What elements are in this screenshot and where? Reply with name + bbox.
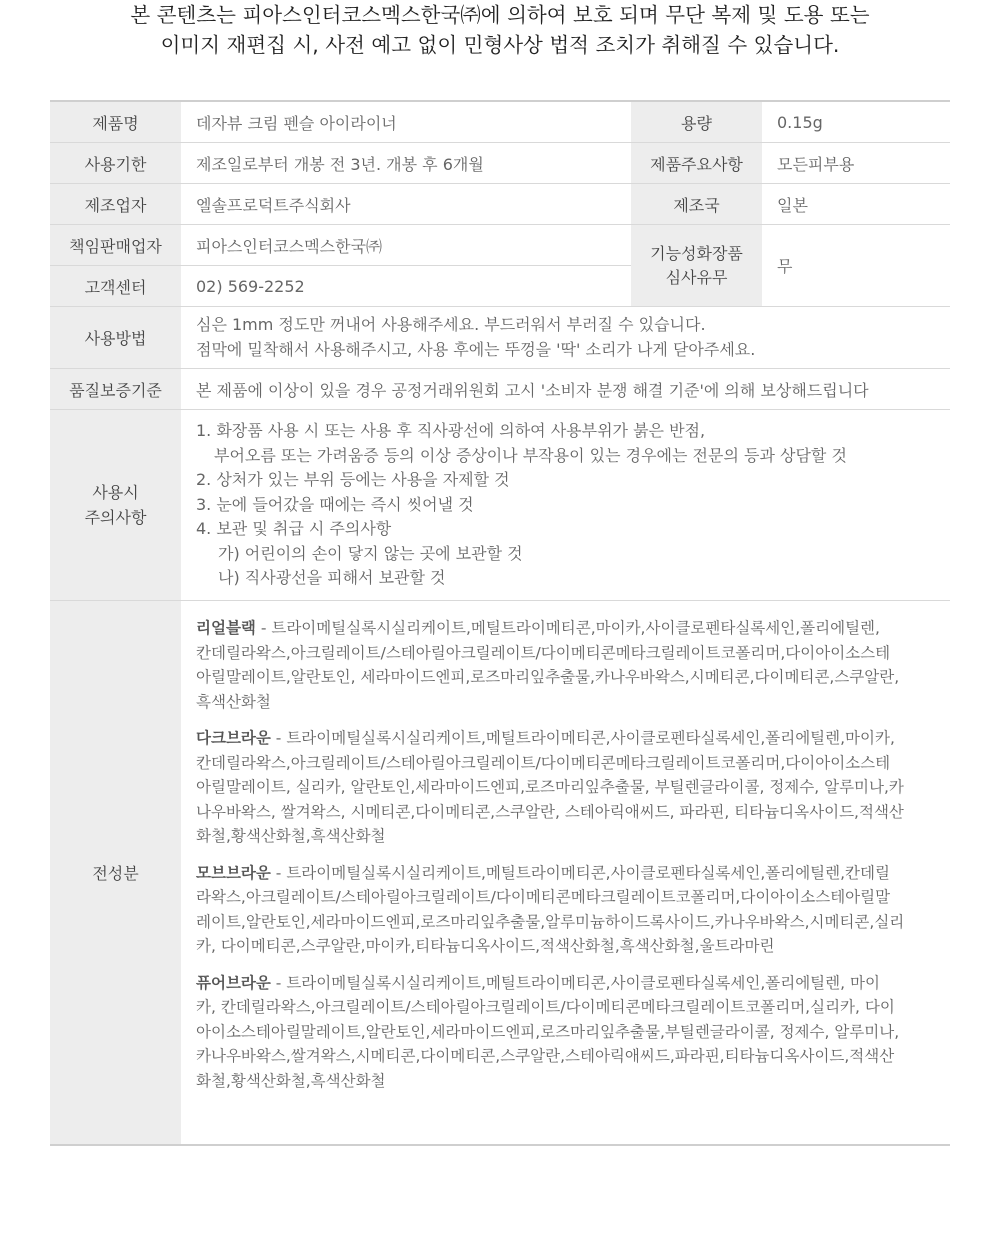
ingredient-text: - 트라이메틸실록시실리케이트,메틸트라이메티콘,사이클로펜타실록세인,폴리에틸렌,마이카, bbox=[270, 729, 895, 747]
caution-value bbox=[181, 410, 950, 601]
ingredient-line: 칸데릴라왁스,아크릴레이트/스테아릴아크릴레이트/다이메티콘메타크릴레이트코폴리머,다이아이소스테 bbox=[196, 753, 891, 772]
table-row bbox=[50, 601, 950, 1146]
ingredient-group-pure-brown bbox=[196, 971, 950, 1094]
ingredient-line: 화철,황색산화철,흑색산화철 bbox=[196, 827, 386, 845]
ingredient-line: 칸데릴라왁스,아크릴레이트/스테아릴아크릴레이트/다이메티콘메타크릴레이트코폴리머,다이아이소스테 bbox=[196, 643, 891, 662]
ingredient-line: 흑색산화철 bbox=[196, 692, 271, 711]
seller-label: 책임판매업자 bbox=[50, 225, 181, 266]
quality-value: 본 제품에 이상이 있을 경우 공정거래위원회 고시 '소비자 분쟁 해결 기준'에 의해 보상해드립니다 bbox=[181, 369, 950, 410]
table-row bbox=[50, 143, 950, 184]
table-row bbox=[50, 369, 950, 410]
product-info-table bbox=[50, 100, 950, 1146]
caution-line: 나) 직사광선을 피해서 보관할 것 bbox=[218, 568, 446, 588]
skin-type-label: 제품주요사항 bbox=[631, 143, 762, 184]
cs-label: 고객센터 bbox=[50, 266, 181, 307]
capacity-value: 0.15g bbox=[762, 101, 950, 143]
ingredient-group-dark-brown bbox=[196, 726, 950, 849]
caution-label-line-1: 사용시 bbox=[92, 483, 139, 502]
caution-line: 1. 화장품 사용 시 또는 사용 후 직사광선에 의하여 사용부위가 붉은 반점, bbox=[196, 421, 706, 441]
caution-line: 4. 보관 및 취급 시 주의사항 bbox=[196, 519, 392, 539]
ingredients-value bbox=[181, 601, 950, 1146]
caution-line: 2. 상처가 있는 부위 등에는 사용을 자제할 것 bbox=[196, 470, 510, 490]
ingredient-text: - 트라이메틸실록시실리케이트,메틸트라이메티콘,사이클로펜타실록세인,폴리에틸렌, 마이 bbox=[270, 973, 880, 992]
cs-value: 02) 569-2252 bbox=[181, 266, 631, 307]
ingredient-group-name: 퓨어브라운 bbox=[196, 973, 271, 992]
copyright-notice bbox=[0, 0, 1000, 60]
ingredient-group-name: 다크브라운 bbox=[196, 729, 271, 747]
usage-line: 점막에 밀착해서 사용해주시고, 사용 후에는 뚜껑을 '딱' 소리가 나게 닫아주세요. bbox=[196, 339, 756, 359]
country-label: 제조국 bbox=[631, 184, 762, 225]
product-name-label: 제품명 bbox=[50, 101, 181, 143]
product-name-value: 데자뷰 크림 펜슬 아이라이너 bbox=[181, 101, 631, 143]
caution-line: 3. 눈에 들어갔을 때에는 즉시 씻어낼 것 bbox=[196, 494, 474, 514]
caution-line: 부어오름 또는 가려움증 등의 이상 증상이나 부작용이 있는 경우에는 전문의 등과 상담할 것 bbox=[214, 445, 847, 465]
usage-label: 사용방법 bbox=[50, 307, 181, 369]
quality-label: 품질보증기준 bbox=[50, 369, 181, 410]
ingredient-line: 화철,황색산화철,흑색산화철 bbox=[196, 1071, 386, 1090]
usage-line: 심은 1mm 정도만 꺼내어 사용해주세요. 부드러워서 부러질 수 있습니다. bbox=[196, 315, 706, 334]
table-row bbox=[50, 101, 950, 143]
ingredient-line: 레이트,알란토인,세라마이드엔피,로즈마리잎추출물,알루미늄하이드록사이드,카나우바왁스,시메티콘,실리 bbox=[196, 912, 905, 931]
expiry-label: 사용기한 bbox=[50, 143, 181, 184]
functional-value: 무 bbox=[762, 225, 950, 307]
ingredient-line: 아릴말레이트,알란토인, 세라마이드엔피,로즈마리잎추출물,카나우바왁스,시메티콘,다이메티콘,스쿠알란, bbox=[196, 668, 900, 686]
functional-label-line-1: 기능성화장품 bbox=[650, 243, 743, 263]
ingredient-line: 나우바왁스, 쌀겨왁스, 시메티콘,다이메티콘,스쿠알란, 스테아릭애씨드, 파라핀, 티타늄디옥사이드,적색산 bbox=[196, 802, 904, 821]
functional-label bbox=[631, 225, 762, 307]
ingredient-line bbox=[196, 616, 950, 641]
table-row bbox=[50, 307, 950, 369]
expiry-value: 제조일로부터 개봉 전 3년. 개봉 후 6개월 bbox=[181, 143, 631, 184]
usage-value bbox=[181, 307, 950, 369]
manufacturer-label: 제조업자 bbox=[50, 184, 181, 225]
ingredient-group-name: 모브브라운 bbox=[196, 863, 271, 882]
table-row bbox=[50, 184, 950, 225]
ingredient-line: 아이소스테아릴말레이트,알란토인,세라마이드엔피,로즈마리잎추출물,부틸렌글라이콜, 정제수, 알루미나, bbox=[196, 1022, 900, 1041]
ingredient-line bbox=[196, 971, 950, 996]
functional-label-line-2: 심사유무 bbox=[665, 267, 728, 287]
notice-line-2: 이미지 재편집 시, 사전 예고 없이 민형사상 법적 조치가 취해질 수 있습니다. bbox=[160, 33, 840, 57]
ingredient-group-real-black bbox=[196, 616, 950, 714]
table-row bbox=[50, 410, 950, 601]
ingredient-group-mauve-brown bbox=[196, 861, 950, 959]
ingredients-label: 전성분 bbox=[50, 601, 181, 1146]
ingredient-line: 아릴말레이트, 실리카, 알란토인,세라마이드엔피,로즈마리잎추출물, 부틸렌글라이콜, 정제수, 알루미나,카 bbox=[196, 778, 904, 796]
ingredient-line: 카, 다이메티콘,스쿠알란,마이카,티타늄디옥사이드,적색산화철,흑색산화철,울트라마린 bbox=[196, 937, 775, 955]
ingredient-line bbox=[196, 726, 950, 751]
ingredient-text: - 트라이메틸실록시실리케이트,메틸트라이메티콘,마이카,사이클로펜타실록세인,폴리에틸렌, bbox=[255, 619, 880, 637]
notice-line-1: 본 콘텐츠는 피아스인터코스멕스한국㈜에 의하여 보호 되며 무단 복제 및 도용 또는 bbox=[130, 3, 870, 27]
ingredient-text: - 트라이메틸실록시실리케이트,메틸트라이메티콘,사이클로펜타실록세인,폴리에틸렌,칸데릴 bbox=[270, 863, 890, 882]
ingredient-line: 카나우바왁스,쌀겨왁스,시메티콘,다이메티콘,스쿠알란,스테아릭애씨드,파라핀,티타늄디옥사이드,적색산 bbox=[196, 1047, 895, 1065]
ingredient-group-name: 리얼블랙 bbox=[196, 619, 256, 637]
capacity-label: 용량 bbox=[631, 101, 762, 143]
caution-label bbox=[50, 410, 181, 601]
manufacturer-value: 엘솔프로덕트주식회사 bbox=[181, 184, 631, 225]
skin-type-value: 모든피부용 bbox=[762, 143, 950, 184]
ingredient-line bbox=[196, 861, 950, 886]
caution-line: 가) 어린이의 손이 닿지 않는 곳에 보관할 것 bbox=[218, 543, 523, 563]
seller-value: 피아스인터코스멕스한국㈜ bbox=[181, 225, 631, 266]
table-row bbox=[50, 225, 950, 266]
ingredient-line: 카, 칸데릴라왁스,아크릴레이트/스테아릴아크릴레이트/다이메티콘메타크릴레이트코폴리머,실리카, 다이 bbox=[196, 998, 895, 1016]
ingredient-line: 라왁스,아크릴레이트/스테아릴아크릴레이트/다이메티콘메타크릴레이트코폴리머,다이아이소스테아릴말 bbox=[196, 888, 891, 906]
country-value: 일본 bbox=[762, 184, 950, 225]
caution-label-line-2: 주의사항 bbox=[84, 508, 147, 527]
